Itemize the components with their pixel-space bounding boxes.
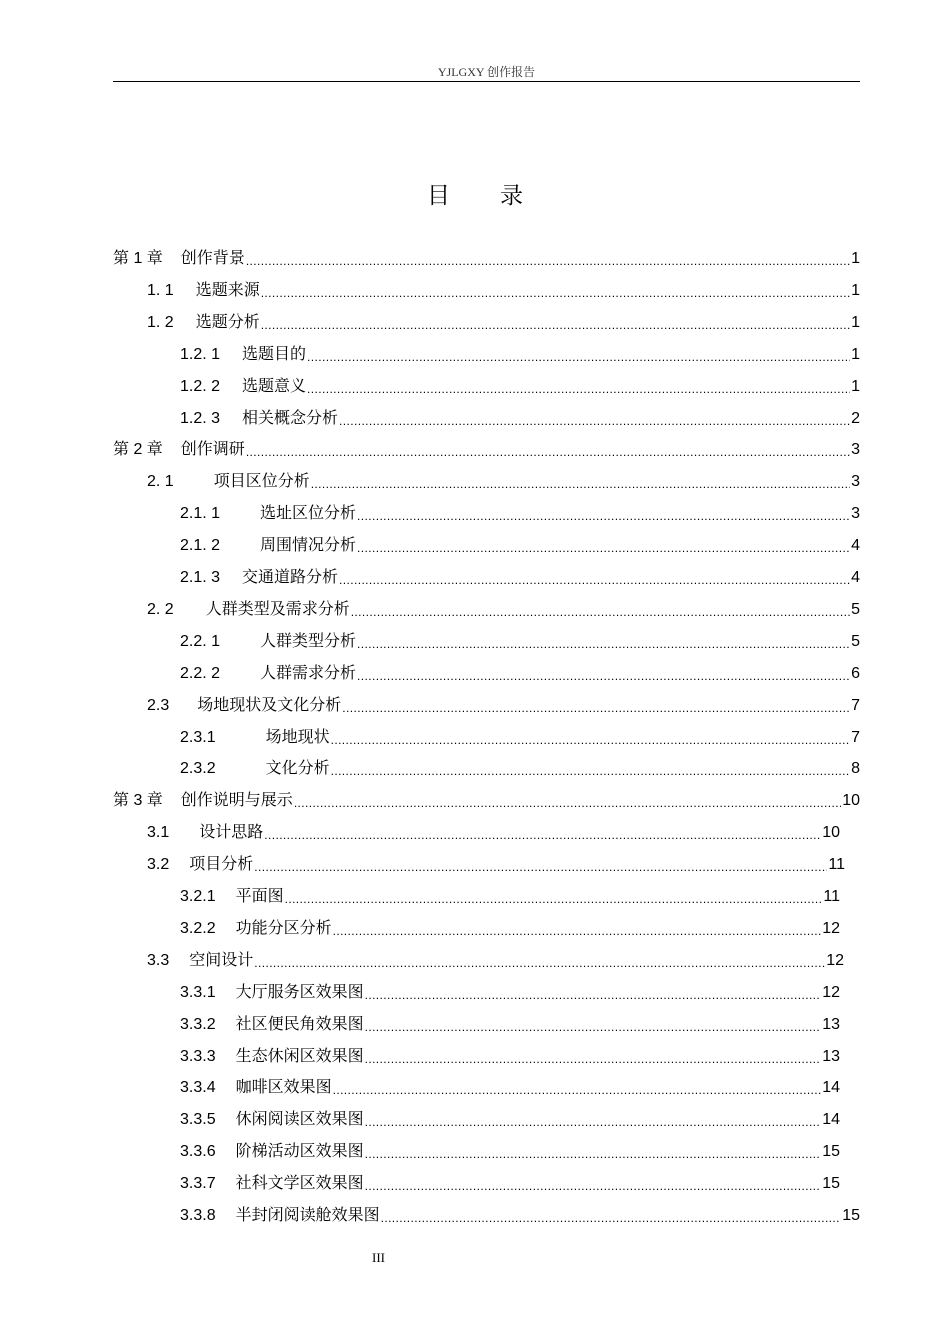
toc-entry[interactable] (113, 248, 860, 270)
header-text: YJLGXY 创作报告 (437, 65, 536, 79)
toc-entry[interactable] (180, 1077, 840, 1099)
toc-entry[interactable] (147, 312, 860, 334)
toc-entry[interactable] (147, 599, 860, 621)
toc-entry-page: 7 (851, 728, 860, 746)
toc-entry-page: 4 (851, 537, 860, 555)
toc-entry-page: 1 (851, 250, 860, 267)
toc-entry-title: 创作调研 (180, 441, 245, 459)
toc-entry-title: 半封闭阅读舱效果图 (235, 1207, 380, 1224)
toc-entry[interactable] (180, 376, 860, 398)
toc-dot-leader (331, 731, 850, 749)
toc-entry-page: 2 (851, 409, 860, 427)
toc-entry-number: 3.3.2 (180, 1015, 216, 1033)
toc-dot-leader (357, 539, 850, 557)
toc-entry-page: 7 (851, 696, 860, 714)
toc-dot-leader (254, 858, 827, 876)
toc-entry-title: 人群类型及需求分析 (205, 600, 350, 618)
toc-entry-page: 5 (851, 600, 860, 618)
toc-entry[interactable] (180, 886, 840, 908)
toc-entry-page: 12 (826, 951, 844, 969)
toc-entry-page: 3 (851, 441, 860, 459)
toc-entry-number: 3.3.5 (180, 1111, 216, 1129)
toc-entry-page: 14 (822, 1111, 840, 1129)
toc-dot-leader (365, 986, 822, 1004)
toc-entry-title: 人群类型分析 (260, 632, 357, 650)
toc-entry-page: 1 (851, 313, 860, 331)
toc-entry[interactable] (180, 567, 860, 589)
toc-dot-leader (365, 1145, 822, 1163)
toc-dot-leader (331, 762, 850, 780)
toc-entry-number: 2.2. 2 (180, 664, 221, 682)
toc-entry-title: 空间设计 (189, 951, 254, 969)
toc-dot-leader (264, 826, 821, 844)
toc-dot-leader (333, 1081, 822, 1099)
toc-entry[interactable] (147, 280, 860, 302)
toc-entry-number: 2. 2 (147, 600, 174, 618)
toc-entry-title: 选题来源 (195, 281, 260, 299)
toc-entry-page: 12 (822, 919, 840, 937)
toc-entry-page: 4 (851, 569, 860, 586)
toc-entry-title: 选址区位分析 (260, 505, 357, 523)
toc-entry[interactable] (147, 822, 840, 844)
toc-entry[interactable] (180, 1141, 840, 1163)
toc-entry-number: 2.1. 3 (180, 569, 221, 586)
toc-entry-number: 2.1. 1 (180, 505, 221, 523)
toc-entry-page: 11 (828, 856, 845, 874)
toc-entry-number: 3.2 (147, 856, 170, 874)
toc-entry-page: 6 (851, 664, 860, 682)
toc-entry[interactable] (180, 1205, 860, 1227)
toc-entry-title: 社区便民角效果图 (235, 1015, 364, 1033)
toc-entry-number: 3.2.2 (180, 919, 216, 937)
toc-entry-title: 项目分析 (189, 856, 254, 874)
toc-entry-title: 社科文学区效果图 (235, 1175, 364, 1193)
toc-dot-leader (261, 284, 850, 302)
toc-entry[interactable] (180, 1173, 840, 1195)
toc-entry-number: 3.2.1 (180, 888, 216, 905)
toc-entry-title: 场地现状 (265, 728, 330, 746)
toc-entry[interactable] (180, 535, 860, 557)
toc-entry[interactable] (180, 982, 840, 1004)
toc-dot-leader (365, 1050, 822, 1068)
toc-dot-leader (342, 699, 850, 717)
toc-dot-leader (333, 922, 822, 940)
toc-dot-leader (294, 794, 841, 812)
toc-dot-leader (365, 1113, 822, 1131)
toc-entry-title: 人群需求分析 (260, 664, 357, 682)
toc-entry-title: 阶梯活动区效果图 (235, 1143, 364, 1161)
toc-entry-title: 选题目的 (242, 345, 307, 363)
toc-entry-title: 创作背景 (180, 250, 245, 267)
toc-entry-page: 10 (842, 792, 860, 810)
toc-entry[interactable] (180, 663, 860, 685)
toc-entry-title: 功能分区分析 (235, 919, 332, 937)
toc-dot-leader (351, 603, 850, 621)
toc-dot-leader (246, 443, 850, 461)
toc-entry-page: 15 (822, 1143, 840, 1161)
toc-entry-page: 11 (823, 888, 840, 905)
toc-entry-title: 交通道路分析 (242, 569, 339, 586)
toc-dot-leader (285, 890, 823, 908)
toc-dot-leader (357, 507, 850, 525)
toc-entry[interactable] (180, 758, 860, 780)
toc-entry-number: 3.3.4 (180, 1079, 216, 1097)
toc-dot-leader (307, 380, 850, 398)
page-number: III (372, 1250, 385, 1265)
toc-entry-title: 场地现状及文化分析 (197, 696, 342, 714)
running-header (113, 64, 860, 82)
toc-entry-number: 3.1 (147, 824, 170, 842)
toc-entry-number: 1.2. 2 (180, 377, 221, 395)
toc-entry[interactable] (180, 344, 860, 366)
toc-entry-page: 12 (822, 983, 840, 1001)
toc-entry-page: 15 (822, 1175, 840, 1193)
toc-entry-page: 14 (822, 1079, 840, 1097)
toc-entry-number: 3.3.6 (180, 1143, 216, 1161)
toc-entry-title: 设计思路 (199, 824, 264, 842)
toc-dot-leader (307, 348, 850, 366)
toc-entry[interactable] (147, 471, 860, 493)
toc-dot-leader (311, 475, 850, 493)
toc-entry-page: 15 (842, 1207, 860, 1224)
toc-entry-number: 2.1. 2 (180, 537, 221, 555)
toc-entry-number: 1. 2 (147, 313, 174, 331)
toc-entry-page: 1 (851, 377, 860, 395)
toc-entry-page: 13 (822, 1015, 840, 1033)
toc-entry[interactable] (180, 631, 860, 653)
toc-entry[interactable] (147, 854, 845, 876)
toc-dot-leader (357, 635, 850, 653)
toc-entry-number: 2.3.1 (180, 728, 216, 746)
toc-entry-number: 3.3.1 (180, 983, 216, 1001)
toc-entry[interactable] (180, 1046, 840, 1068)
toc-entry-title: 周围情况分析 (260, 537, 357, 555)
toc-entry-title: 项目区位分析 (213, 473, 310, 491)
toc-entry-title: 生态休闲区效果图 (235, 1047, 364, 1065)
toc-dot-leader (254, 954, 825, 972)
toc-entry-page: 8 (851, 760, 860, 778)
toc-entry-title: 创作说明与展示 (180, 792, 293, 810)
toc-entry[interactable] (147, 950, 844, 972)
toc-entry-number: 3.3 (147, 951, 170, 969)
toc-dot-leader (339, 412, 850, 430)
toc-entry-page: 3 (851, 473, 860, 491)
toc-title-char-1: 目 (427, 183, 450, 209)
toc-entry-number: 2.2. 1 (180, 632, 221, 650)
toc-entry-title: 文化分析 (265, 760, 330, 778)
toc-dot-leader (381, 1209, 842, 1227)
toc-entry-page: 1 (851, 281, 860, 299)
toc-entry[interactable] (180, 1109, 840, 1131)
toc-entry-page: 13 (822, 1047, 840, 1065)
toc-dot-leader (339, 571, 850, 589)
toc-entry-page: 1 (851, 345, 860, 363)
toc-entry-number: 3.3.8 (180, 1207, 216, 1224)
toc-entry-title: 相关概念分析 (242, 409, 339, 427)
toc-entry[interactable] (180, 918, 840, 940)
toc-entry-number: 1.2. 3 (180, 409, 221, 427)
toc-entry-page: 10 (822, 824, 840, 842)
toc-dot-leader (246, 252, 850, 270)
toc-entry-number: 2. 1 (147, 473, 174, 491)
toc-entry-page: 5 (851, 632, 860, 650)
toc-entry-number: 第 3 章 (113, 792, 163, 810)
toc-entry[interactable] (180, 1014, 840, 1036)
toc-entry[interactable] (180, 727, 860, 749)
toc-entry[interactable] (180, 503, 860, 525)
toc-entry-title: 选题分析 (195, 313, 260, 331)
toc-entry-title: 平面图 (235, 888, 284, 905)
toc-entry[interactable] (147, 695, 860, 717)
toc-entry-title: 咖啡区效果图 (235, 1079, 332, 1097)
toc-entry-number: 1. 1 (147, 281, 174, 299)
toc-dot-leader (357, 667, 850, 685)
toc-entry-number: 1.2. 1 (180, 345, 221, 363)
toc-entry[interactable] (180, 408, 860, 430)
toc-entry[interactable] (113, 790, 860, 812)
toc-dot-leader (365, 1177, 822, 1195)
toc-entry-title: 休闲阅读区效果图 (235, 1111, 364, 1129)
toc-entry-title: 大厅服务区效果图 (235, 983, 364, 1001)
toc-entry-number: 2.3 (147, 696, 170, 714)
toc-entry-number: 2.3.2 (180, 760, 216, 778)
toc-title-char-2: 录 (500, 183, 523, 209)
toc-entry-number: 第 2 章 (113, 441, 163, 459)
toc-entry-number: 3.3.7 (180, 1175, 216, 1193)
toc-entry-title: 选题意义 (242, 377, 307, 395)
toc-dot-leader (365, 1018, 822, 1036)
toc-entry[interactable] (113, 439, 860, 461)
toc-entry-number: 3.3.3 (180, 1047, 216, 1065)
toc-dot-leader (261, 316, 850, 334)
toc-entry-number: 第 1 章 (113, 250, 163, 267)
toc-title (0, 177, 950, 210)
toc-entry-page: 3 (851, 505, 860, 523)
